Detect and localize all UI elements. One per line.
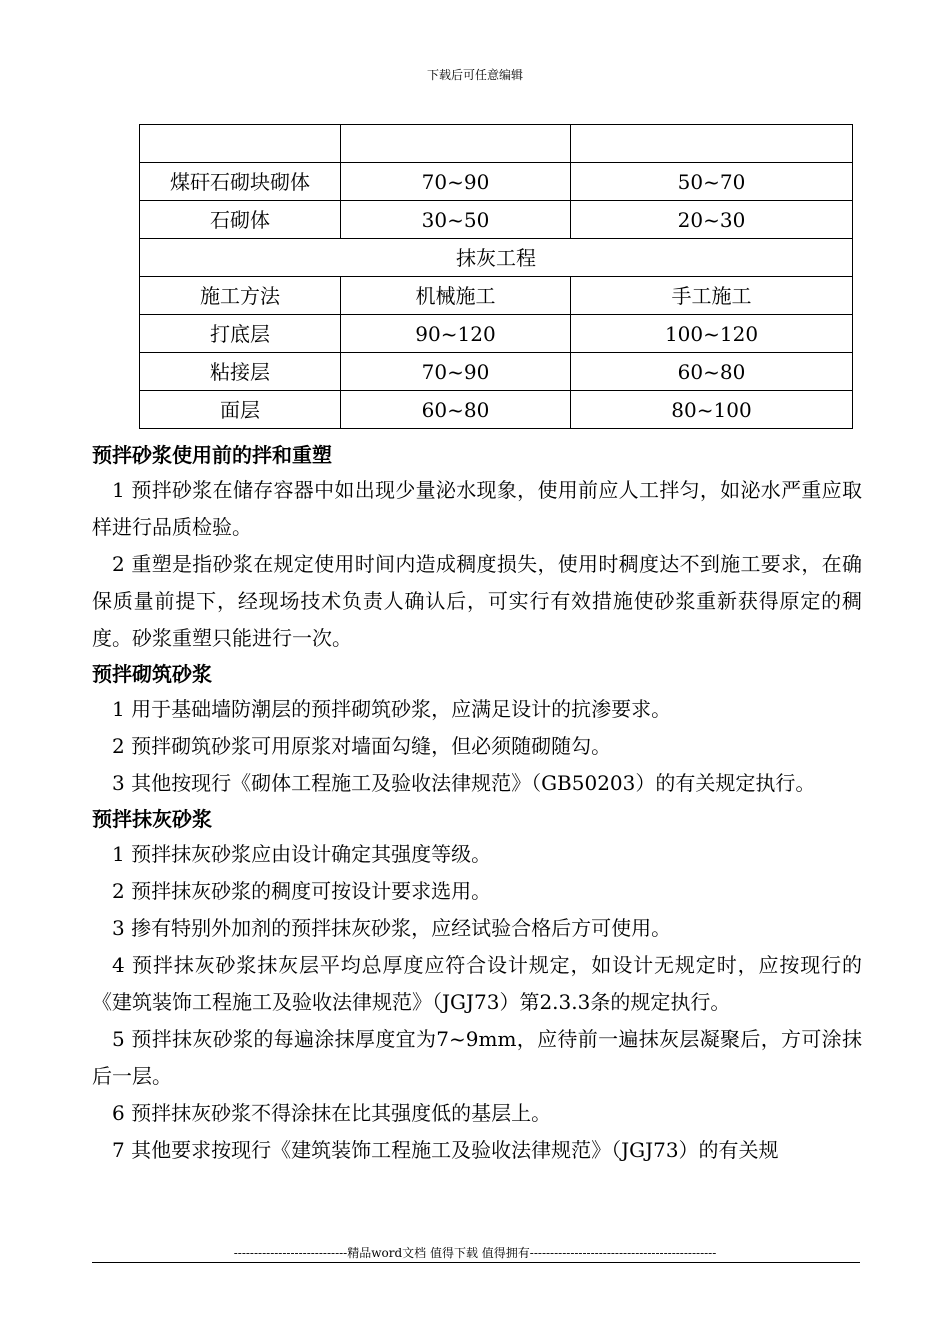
paragraph: 1 用于基础墙防潮层的预拌砌筑砂浆，应满足设计的抗渗要求。 [112, 697, 672, 721]
table-cell: 80~100 [571, 391, 853, 429]
table-cell: 面层 [140, 391, 341, 429]
table-cell: 60~80 [571, 353, 853, 391]
table-cell: 30~50 [341, 201, 571, 239]
table-cell: 60~80 [341, 391, 571, 429]
paragraph: 3 其他按现行《砌体工程施工及验收法律规范》（GB50203）的有关规定执行。 [112, 771, 816, 795]
table-cell: 100~120 [571, 315, 853, 353]
section-heading: 预拌砌筑砂浆 [92, 662, 212, 686]
paragraph: 6 预拌抹灰砂浆不得涂抹在比其强度低的基层上。 [112, 1101, 552, 1125]
table-row [140, 391, 853, 429]
table-cell [571, 125, 853, 163]
document-body [92, 438, 862, 1169]
table-cell: 70~90 [341, 163, 571, 201]
paragraph: 2 预拌砌筑砂浆可用原浆对墙面勾缝，但必须随砌随勾。 [112, 734, 612, 758]
paragraph: 2 预拌抹灰砂浆的稠度可按设计要求选用。 [112, 879, 492, 903]
header-note: 下载后可任意编辑 [426, 68, 523, 82]
table-cell: 打底层 [140, 315, 341, 353]
table-cell: 20~30 [571, 201, 853, 239]
table-header-cell: 机械施工 [341, 277, 571, 315]
paragraph: 4 预拌抹灰砂浆抹灰层平均总厚度应符合设计规定，如设计无规定时，应按现行的《建筑装饰工程施工及验收法律规范》（JGJ73）第2.3.3条的规定执行。 [92, 953, 862, 1014]
table-row [140, 163, 853, 201]
table-header-cell: 手工施工 [571, 277, 853, 315]
mortar-consistency-table [139, 124, 853, 429]
table-cell [341, 125, 571, 163]
paragraph: 5 预拌抹灰砂浆的每遍涂抹厚度宜为7~9mm，应待前一遍抹灰层凝聚后，方可涂抹后一层。 [92, 1027, 862, 1088]
table-row [140, 201, 853, 239]
footer-text: ----------------------------精品word文档 值得下载 值得拥有---------------------------------------------- [233, 1246, 717, 1260]
table-row [140, 315, 853, 353]
section-heading: 预拌砂浆使用前的拌和重塑 [92, 443, 332, 467]
table-header-cell: 施工方法 [140, 277, 341, 315]
table-row [140, 125, 853, 163]
paragraph: 7 其他要求按现行《建筑装饰工程施工及验收法律规范》（JGJ73）的有关规 [112, 1138, 779, 1162]
table-section-row [140, 239, 853, 277]
table-row [140, 353, 853, 391]
table-header-row [140, 277, 853, 315]
paragraph: 1 预拌砂浆在储存容器中如出现少量泌水现象，使用前应人工拌匀，如泌水严重应取样进行品质检验。 [92, 478, 862, 539]
paragraph: 3 掺有特别外加剂的预拌抹灰砂浆，应经试验合格后方可使用。 [112, 916, 672, 940]
paragraph: 2 重塑是指砂浆在规定使用时间内造成稠度损失，使用时稠度达不到施工要求，在确保质量前提下，经现场技术负责人确认后，可实行有效措施使砂浆重新获得原定的稠度。砂浆重塑只能进行一次。 [92, 552, 862, 650]
table-cell: 70~90 [341, 353, 571, 391]
table-cell: 石砌体 [140, 201, 341, 239]
table-cell: 90~120 [341, 315, 571, 353]
table-section-title: 抹灰工程 [140, 239, 853, 277]
table-cell: 50~70 [571, 163, 853, 201]
table-cell [140, 125, 341, 163]
table-cell: 粘接层 [140, 353, 341, 391]
paragraph: 1 预拌抹灰砂浆应由设计确定其强度等级。 [112, 842, 492, 866]
footer-divider [92, 1262, 860, 1263]
table-cell: 煤矸石砌块砌体 [140, 163, 341, 201]
section-heading: 预拌抹灰砂浆 [92, 807, 212, 831]
